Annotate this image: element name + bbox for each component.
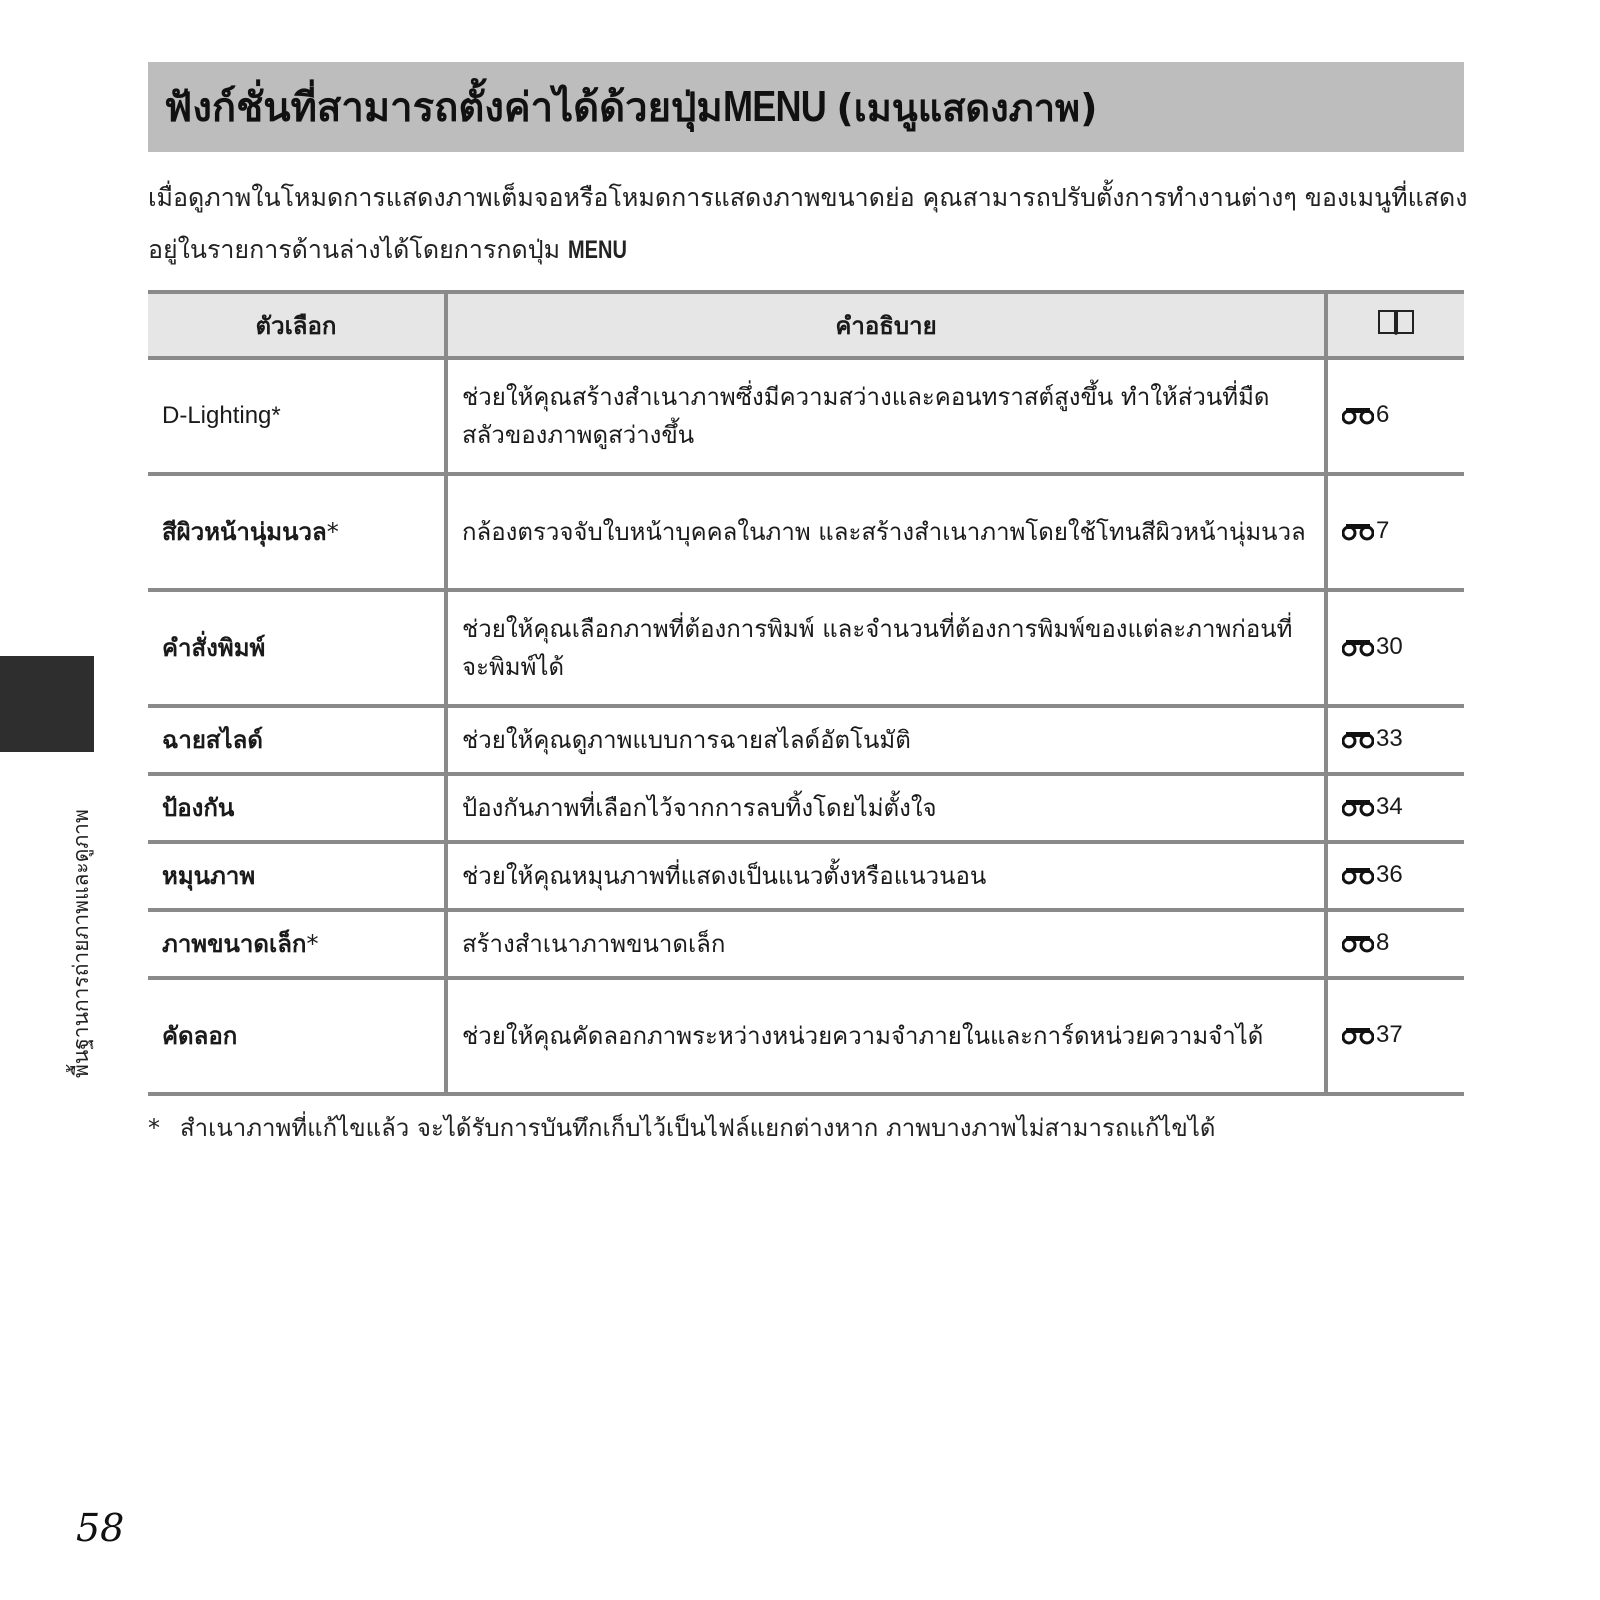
page-title — [164, 75, 1097, 139]
reference-section-icon — [1342, 1019, 1374, 1057]
description-cell: ช่วยให้คุณหมุนภาพที่แสดงเป็นแนวตั้งหรือแนวนอน — [446, 842, 1326, 910]
reference-cell[interactable] — [1326, 774, 1464, 842]
page-number: 58 — [76, 1506, 125, 1550]
reference-cell[interactable] — [1326, 706, 1464, 774]
reference-page: 30 — [1376, 632, 1403, 660]
reference-page: 33 — [1376, 724, 1403, 752]
option-name: ฉายสไลด์ — [162, 726, 263, 754]
footnote-mark: * — [148, 1114, 160, 1142]
reference-page: 7 — [1376, 516, 1390, 544]
chapter-label: พื้นฐานการถ่ายภาพและดูภาพ — [69, 809, 93, 1078]
reference-section-icon — [1342, 859, 1374, 897]
reference-cell[interactable] — [1326, 842, 1464, 910]
reference-cell[interactable] — [1326, 590, 1464, 706]
description-cell: สร้างสำเนาภาพขนาดเล็ก — [446, 910, 1326, 978]
option-cell — [148, 590, 446, 706]
description-cell: ช่วยให้คุณดูภาพแบบการฉายสไลด์อัตโนมัติ — [446, 706, 1326, 774]
option-cell — [148, 774, 446, 842]
reference-cell[interactable] — [1326, 910, 1464, 978]
reference-cell[interactable] — [1326, 474, 1464, 590]
option-name: D-Lighting — [162, 402, 272, 429]
reference-page: 37 — [1376, 1020, 1403, 1048]
description-cell: กล้องตรวจจับใบหน้าบุคคลในภาพ และสร้างสำเนาภาพโดยใช้โทนสีผิวหน้านุ่มนวล — [446, 474, 1326, 590]
table-row — [148, 358, 1464, 474]
option-cell — [148, 978, 446, 1094]
reference-cell[interactable] — [1326, 358, 1464, 474]
footnote-text: สำเนาภาพที่แก้ไขแล้ว จะได้รับการบันทึกเก็บไว้เป็นไฟล์แยกต่างหาก ภาพบางภาพไม่สามารถแก้ไขได้ — [180, 1114, 1216, 1142]
description-cell: ช่วยให้คุณสร้างสำเนาภาพซึ่งมีความสว่างและคอนทราสต์สูงขึ้น ทำให้ส่วนที่มืดสลัวของภาพดูสว่างขึ้น — [446, 358, 1326, 474]
option-name: คำสั่งพิมพ์ — [162, 634, 266, 662]
option-cell — [148, 706, 446, 774]
intro-menu-label: MENU — [568, 236, 627, 264]
book-icon — [1376, 307, 1416, 343]
reference-page: 34 — [1376, 792, 1403, 820]
intro-paragraph — [148, 172, 1468, 276]
option-cell — [148, 910, 446, 978]
description-cell: ป้องกันภาพที่เลือกไว้จากการลบทิ้งโดยไม่ตั้งใจ — [446, 774, 1326, 842]
table-row — [148, 910, 1464, 978]
title-menu-button-label: MENU — [722, 82, 826, 131]
footnote — [148, 1108, 1216, 1147]
option-cell — [148, 842, 446, 910]
header-reference — [1326, 292, 1464, 358]
table-row — [148, 774, 1464, 842]
title-suffix: (เมนูแสดงภาพ) — [836, 86, 1098, 130]
reference-section-icon — [1342, 631, 1374, 669]
table-row — [148, 474, 1464, 590]
option-name: ป้องกัน — [162, 794, 235, 822]
option-name: คัดลอก — [162, 1022, 238, 1050]
reference-page: 8 — [1376, 928, 1390, 956]
option-star: * — [306, 930, 319, 958]
option-name: ภาพขนาดเล็ก — [162, 930, 307, 958]
table-row — [148, 978, 1464, 1094]
option-cell — [148, 474, 446, 590]
options-table — [148, 290, 1464, 1096]
option-name: หมุนภาพ — [162, 862, 256, 890]
table-row — [148, 842, 1464, 910]
table-header-row — [148, 292, 1464, 358]
table-row — [148, 590, 1464, 706]
option-cell — [148, 358, 446, 474]
table-row — [148, 706, 1464, 774]
option-star: * — [326, 518, 339, 546]
reference-page: 6 — [1376, 400, 1390, 428]
header-option: ตัวเลือก — [148, 292, 446, 358]
header-description: คำอธิบาย — [446, 292, 1326, 358]
intro-text: เมื่อดูภาพในโหมดการแสดงภาพเต็มจอหรือโหมดการแสดงภาพขนาดย่อ คุณสามารถปรับตั้งการทำงานต่างๆ ของเมนูที่แสดงอยู่ในรายการด้านล่างได้โดยการกดปุ่ม — [148, 183, 1468, 264]
option-star: * — [271, 402, 281, 429]
reference-section-icon — [1342, 927, 1374, 965]
reference-section-icon — [1342, 791, 1374, 829]
title-main: ฟังก์ชั่นที่สามารถตั้งค่าได้ด้วยปุ่ม — [164, 85, 723, 131]
reference-section-icon — [1342, 723, 1374, 761]
reference-cell[interactable] — [1326, 978, 1464, 1094]
reference-section-icon — [1342, 515, 1374, 553]
description-cell: ช่วยให้คุณคัดลอกภาพระหว่างหน่วยความจำภายในและการ์ดหน่วยความจำได้ — [446, 978, 1326, 1094]
reference-page: 36 — [1376, 860, 1403, 888]
description-cell: ช่วยให้คุณเลือกภาพที่ต้องการพิมพ์ และจำนวนที่ต้องการพิมพ์ของแต่ละภาพก่อนที่จะพิมพ์ได้ — [446, 590, 1326, 706]
option-name: สีผิวหน้านุ่มนวล — [162, 518, 327, 546]
title-bar — [148, 62, 1464, 152]
reference-section-icon — [1342, 399, 1374, 437]
chapter-tab — [0, 656, 94, 752]
